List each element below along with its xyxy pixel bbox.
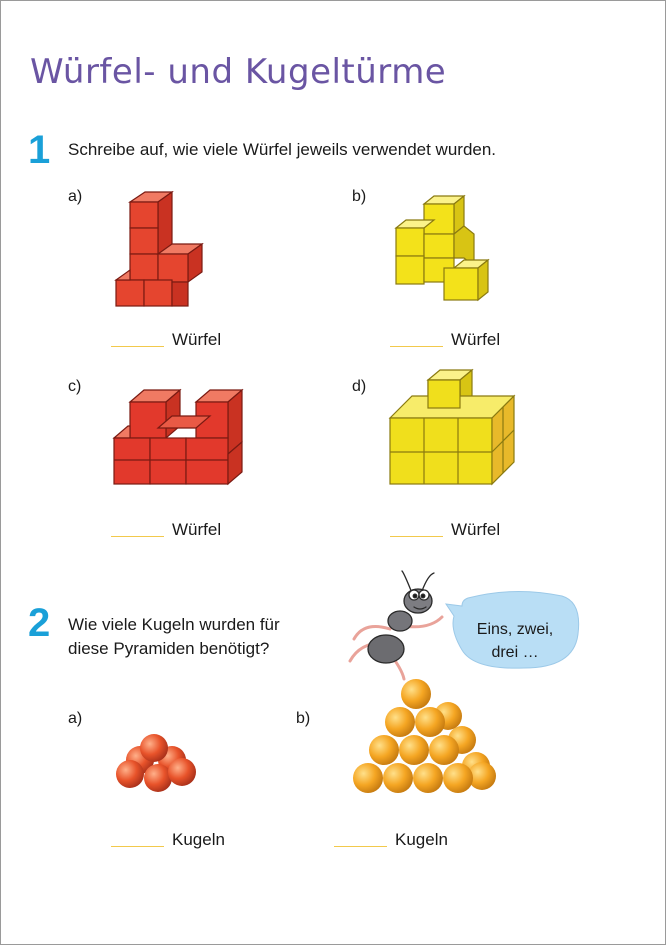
task-1c-label: c) — [68, 378, 82, 395]
task-2-number: 2 — [28, 601, 51, 645]
task-1b-answer — [390, 330, 500, 350]
task-1b-unit: Würfel — [451, 330, 501, 349]
task-1b-label: b) — [352, 188, 367, 205]
task-1-instruction: Schreibe auf, wie viele Würfel jeweils verwendet wurden. — [68, 140, 497, 159]
speech-line-1: Eins, zwei, — [476, 621, 554, 638]
task-1c-answer — [111, 520, 221, 540]
speech-bubble-text — [454, 618, 576, 664]
red-ball-pyramid-a — [112, 730, 202, 800]
task-1a-unit: Würfel — [172, 330, 222, 349]
speech-line-2: drei … — [491, 644, 539, 661]
task-1a-label: a) — [68, 188, 83, 205]
task-1d-answer-line[interactable] — [390, 536, 443, 537]
page-title: Würfel- und Kugeltürme — [30, 52, 447, 92]
task-2a-unit: Kugeln — [172, 830, 225, 849]
yellow-cube-block-d — [388, 368, 518, 490]
yellow-cube-tower-b — [390, 190, 490, 310]
task-2-instruction-line2: diese Pyramiden benötigt? — [68, 639, 270, 658]
task-2a-answer-line[interactable] — [111, 846, 164, 847]
red-cube-tower-a — [110, 190, 210, 310]
task-1-number: 1 — [28, 128, 51, 172]
task-2b-unit: Kugeln — [395, 830, 448, 849]
orange-ball-pyramid-b — [350, 676, 500, 802]
task-2-instruction-line1: Wie viele Kugeln wurden für — [68, 615, 280, 634]
task-1a-answer-line[interactable] — [111, 346, 164, 347]
task-2a-answer — [111, 830, 225, 850]
task-1d-unit: Würfel — [451, 520, 501, 539]
task-2a-label: a) — [68, 710, 83, 727]
ant-character — [342, 565, 452, 685]
task-1d-label: d) — [352, 378, 367, 395]
task-2b-label: b) — [296, 710, 311, 727]
task-1c-answer-line[interactable] — [111, 536, 164, 537]
task-1a-answer — [111, 330, 221, 350]
task-1c-unit: Würfel — [172, 520, 222, 539]
task-1d-answer — [390, 520, 500, 540]
task-2b-answer — [334, 830, 448, 850]
red-cube-structure-c — [110, 380, 250, 490]
task-1b-answer-line[interactable] — [390, 346, 443, 347]
task-2b-answer-line[interactable] — [334, 846, 387, 847]
